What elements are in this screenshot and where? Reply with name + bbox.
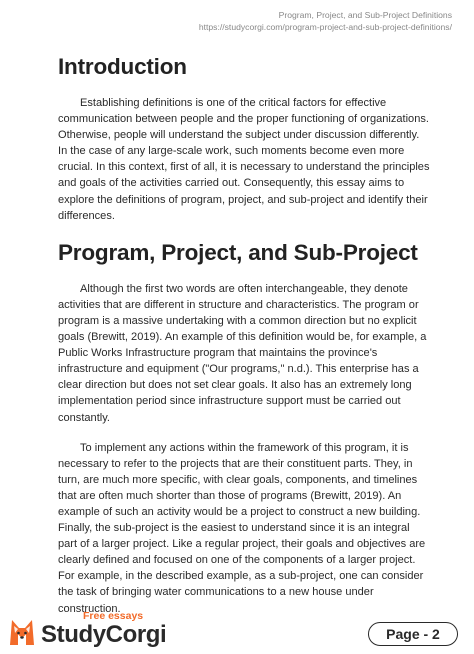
document-title: Program, Project, and Sub-Project Definitions bbox=[278, 10, 452, 20]
corgi-icon bbox=[6, 614, 38, 648]
document-url: https://studycorgi.com/program-project-and-sub-project-definitions/ bbox=[198, 22, 452, 32]
page-footer bbox=[0, 600, 474, 654]
studycorgi-logo[interactable] bbox=[6, 610, 167, 648]
brand-name: StudyCorgi bbox=[41, 621, 167, 648]
paragraph: Establishing definitions is one of the critical factors for effective communication between people and the proper functioning of organizations. Otherwise, people will understand the subject under discussion differently. In the case of any large-scale work, such moments become even more crucial. In this context, first of all, it is necessary to understand the principles and goals of the activities carried out. Consequently, this essay aims to explore the definitions of program, project, and sub-project and identify their differences. bbox=[58, 97, 430, 222]
running-header bbox=[199, 9, 452, 33]
paragraph: To implement any actions within the framework of this program, it is necessary to refer to the projects that are their constituent parts. They, in turn, are much more specific, with clear goals, components, and timelines that are often much shorter than those of programs (Brewitt, 2019). An example of such an activity would be a project to construct a new building. Finally, the sub-project is the easiest to understand since it is an integral part of a larger project. Like a regular project, their goals and objectives are clearly defined and focused on one of the components of a larger project. For example, in the described example, as a sub-project, one can consider the task of bringing water communications to a new house under construction. bbox=[58, 441, 426, 615]
heading-program-project-subproject: Program, Project, and Sub-Project bbox=[58, 239, 418, 265]
essay-body bbox=[58, 50, 430, 617]
paragraph: Although the first two words are often interchangeable, they denote activities that are different in structure and characteristics. The program or program is a massive undertaking with a common direction but no explicit goals (Brewitt, 2019). An example of this definition would be, for example, a Public Works Infrastructure program that maintains the province's infrastructure and equipment ("Our programs," n.d.). This enterprise has a clear direction but does not set clear goals. It also has an extremely long implementation period since infrastructure support must be carried out constantly. bbox=[58, 282, 427, 424]
heading-introduction: Introduction bbox=[58, 54, 187, 79]
page-number-badge: Page - 2 bbox=[368, 622, 458, 646]
tagline: Free essays bbox=[83, 610, 144, 622]
